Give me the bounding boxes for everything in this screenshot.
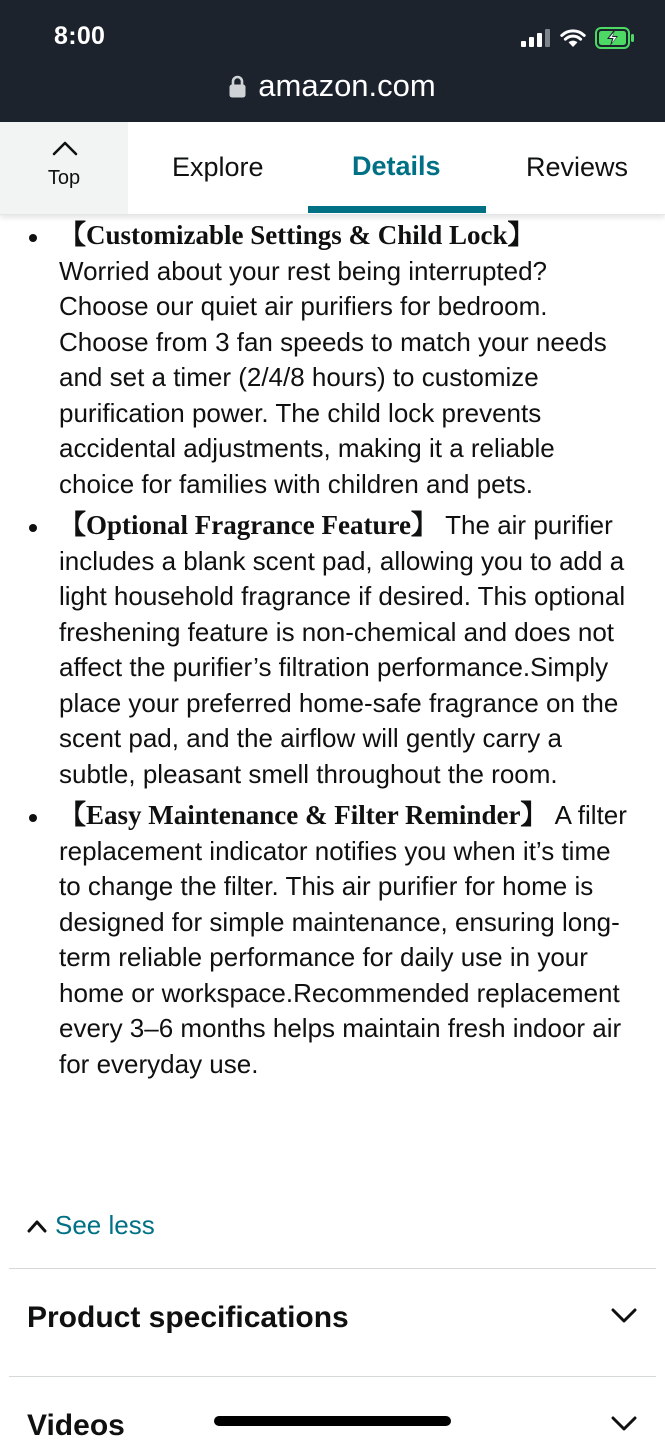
feature-bullet bbox=[0, 218, 665, 502]
divider bbox=[9, 1376, 656, 1377]
chevron-down-icon bbox=[611, 1416, 637, 1432]
bullet-text: A filter replacement indicator notifies you when it’s time to change the filter. This air purifier for home is designed for simple maintenance, ensuring long-term reliable performance for daily use in your home or workspace.Recommended replacement every 3–6 months helps maintain fresh indoor air for everyday use. bbox=[59, 800, 627, 1079]
wifi-icon bbox=[560, 28, 586, 48]
url-text: amazon.com bbox=[258, 68, 436, 103]
bullet-text: Worried about your rest being interrupted? Choose our quiet air purifiers for bedroom. Choose from 3 fan speeds to match your needs and set a timer (2/4/8 hours) to customize purification power. The child lock prevents accidental adjustments, making it a reliable choice for families with children and pets. bbox=[59, 255, 607, 499]
bullet-text: The air purifier includes a blank scent pad, allowing you to add a light household fragrance if desired. This optional freshening feature is non-chemical and does not affect the purifier’s filtration performance.Simply place your preferred home-safe fragrance on the scent pad, and the airflow will gently carry a subtle, pleasant smell throughout the room. bbox=[59, 510, 626, 789]
url-bar[interactable] bbox=[0, 68, 665, 104]
see-less-link[interactable] bbox=[27, 1210, 155, 1241]
feature-bullet bbox=[0, 508, 665, 792]
section-title: Videos bbox=[27, 1409, 125, 1440]
battery-charging-icon bbox=[595, 27, 635, 49]
detail-tabs bbox=[0, 122, 665, 215]
bullet-heading: 【Easy Maintenance & Filter Reminder】 bbox=[59, 800, 548, 830]
divider bbox=[9, 1268, 656, 1269]
tab-top-label: Top bbox=[47, 167, 81, 189]
browser-header bbox=[0, 0, 665, 122]
feature-bullets bbox=[0, 218, 665, 1082]
signal-icon bbox=[521, 29, 551, 47]
tab-top[interactable] bbox=[0, 122, 128, 214]
chevron-up-icon bbox=[27, 1219, 47, 1233]
section-title: Product specifications bbox=[27, 1301, 349, 1334]
bullet-heading: 【Customizable Settings & Child Lock】 bbox=[59, 220, 535, 250]
tab-details[interactable]: Details bbox=[352, 151, 441, 181]
active-tab-indicator bbox=[308, 206, 486, 213]
chevron-down-icon bbox=[611, 1308, 637, 1324]
see-less-label: See less bbox=[55, 1210, 155, 1240]
status-time: 8:00 bbox=[54, 22, 106, 50]
chevron-up-icon bbox=[52, 140, 78, 156]
bullet-heading: 【Optional Fragrance Feature】 bbox=[59, 510, 438, 540]
status-icons bbox=[521, 27, 635, 49]
feature-bullet bbox=[0, 798, 665, 1082]
lock-icon bbox=[229, 75, 246, 98]
tab-reviews[interactable]: Reviews bbox=[526, 152, 629, 182]
home-indicator[interactable] bbox=[214, 1416, 451, 1426]
tab-explore[interactable]: Explore bbox=[172, 152, 264, 182]
